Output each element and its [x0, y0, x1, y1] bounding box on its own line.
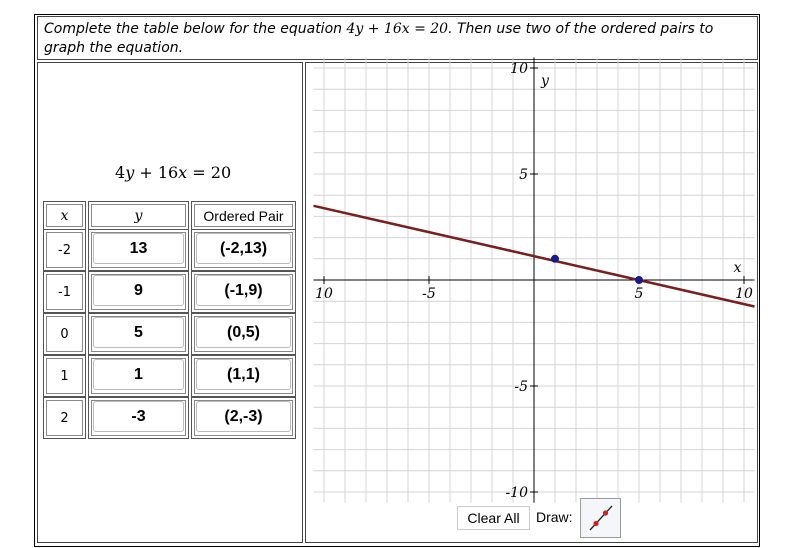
x-tick-label: 10 — [315, 286, 333, 302]
header-ordered-pair: Ordered Pair — [191, 201, 296, 230]
values-table — [43, 199, 296, 439]
ordered-pair-input[interactable]: (1,1) — [196, 359, 291, 390]
ordered-pair-input[interactable]: (-1,9) — [196, 275, 291, 306]
x-tick-label: 5 — [634, 286, 644, 302]
x-tick-label: -5 — [422, 286, 436, 302]
equation-label — [115, 163, 231, 182]
y-input[interactable]: 13 — [93, 233, 184, 264]
eq-var-x: x — [178, 163, 188, 182]
eq-plus: + 16 — [134, 163, 179, 182]
eq-rhs: = 20 — [187, 163, 232, 182]
ordered-pair-input[interactable]: (2,-3) — [196, 401, 291, 432]
x-value: -1 — [43, 271, 86, 313]
plotted-point[interactable] — [635, 276, 643, 284]
header-y: y — [88, 201, 189, 230]
plotted-point[interactable] — [551, 255, 559, 263]
eq-coef: 4 — [115, 163, 126, 182]
y-tick-label: -10 — [505, 485, 528, 501]
x-value: 0 — [43, 313, 86, 355]
line-tool-button[interactable] — [580, 498, 621, 538]
line-segment-icon — [581, 499, 620, 537]
y-tick-label: -5 — [514, 379, 528, 395]
y-axis-label: y — [541, 72, 549, 89]
eq-var-y: y — [125, 163, 135, 182]
prompt-text-start: Complete the table below for the equation — [44, 21, 347, 37]
clear-all-button[interactable]: Clear All — [457, 506, 530, 530]
x-value: 1 — [43, 355, 86, 397]
header-x: x — [43, 201, 86, 230]
y-tick-label: 5 — [519, 167, 528, 183]
ordered-pair-input[interactable]: (0,5) — [196, 317, 291, 348]
problem-prompt — [37, 16, 758, 60]
x-axis-label: x — [733, 260, 742, 276]
x-tick-label: 10 — [735, 286, 753, 302]
y-input[interactable]: 1 — [93, 359, 184, 390]
draw-label: Draw: — [536, 509, 573, 525]
prompt-equation: 4y + 16x = 20 — [346, 21, 449, 37]
x-value: -2 — [43, 229, 86, 271]
ordered-pair-input[interactable]: (-2,13) — [196, 233, 291, 264]
y-input[interactable]: 9 — [93, 275, 184, 306]
coordinate-graph[interactable] — [307, 61, 756, 501]
y-input[interactable]: 5 — [93, 317, 184, 348]
prompt-text-end: . Then use two of the ordered pairs to graph the equation. — [44, 21, 714, 56]
y-tick-label: 10 — [510, 61, 528, 77]
x-value: 2 — [43, 397, 86, 439]
y-input[interactable]: -3 — [93, 401, 184, 432]
